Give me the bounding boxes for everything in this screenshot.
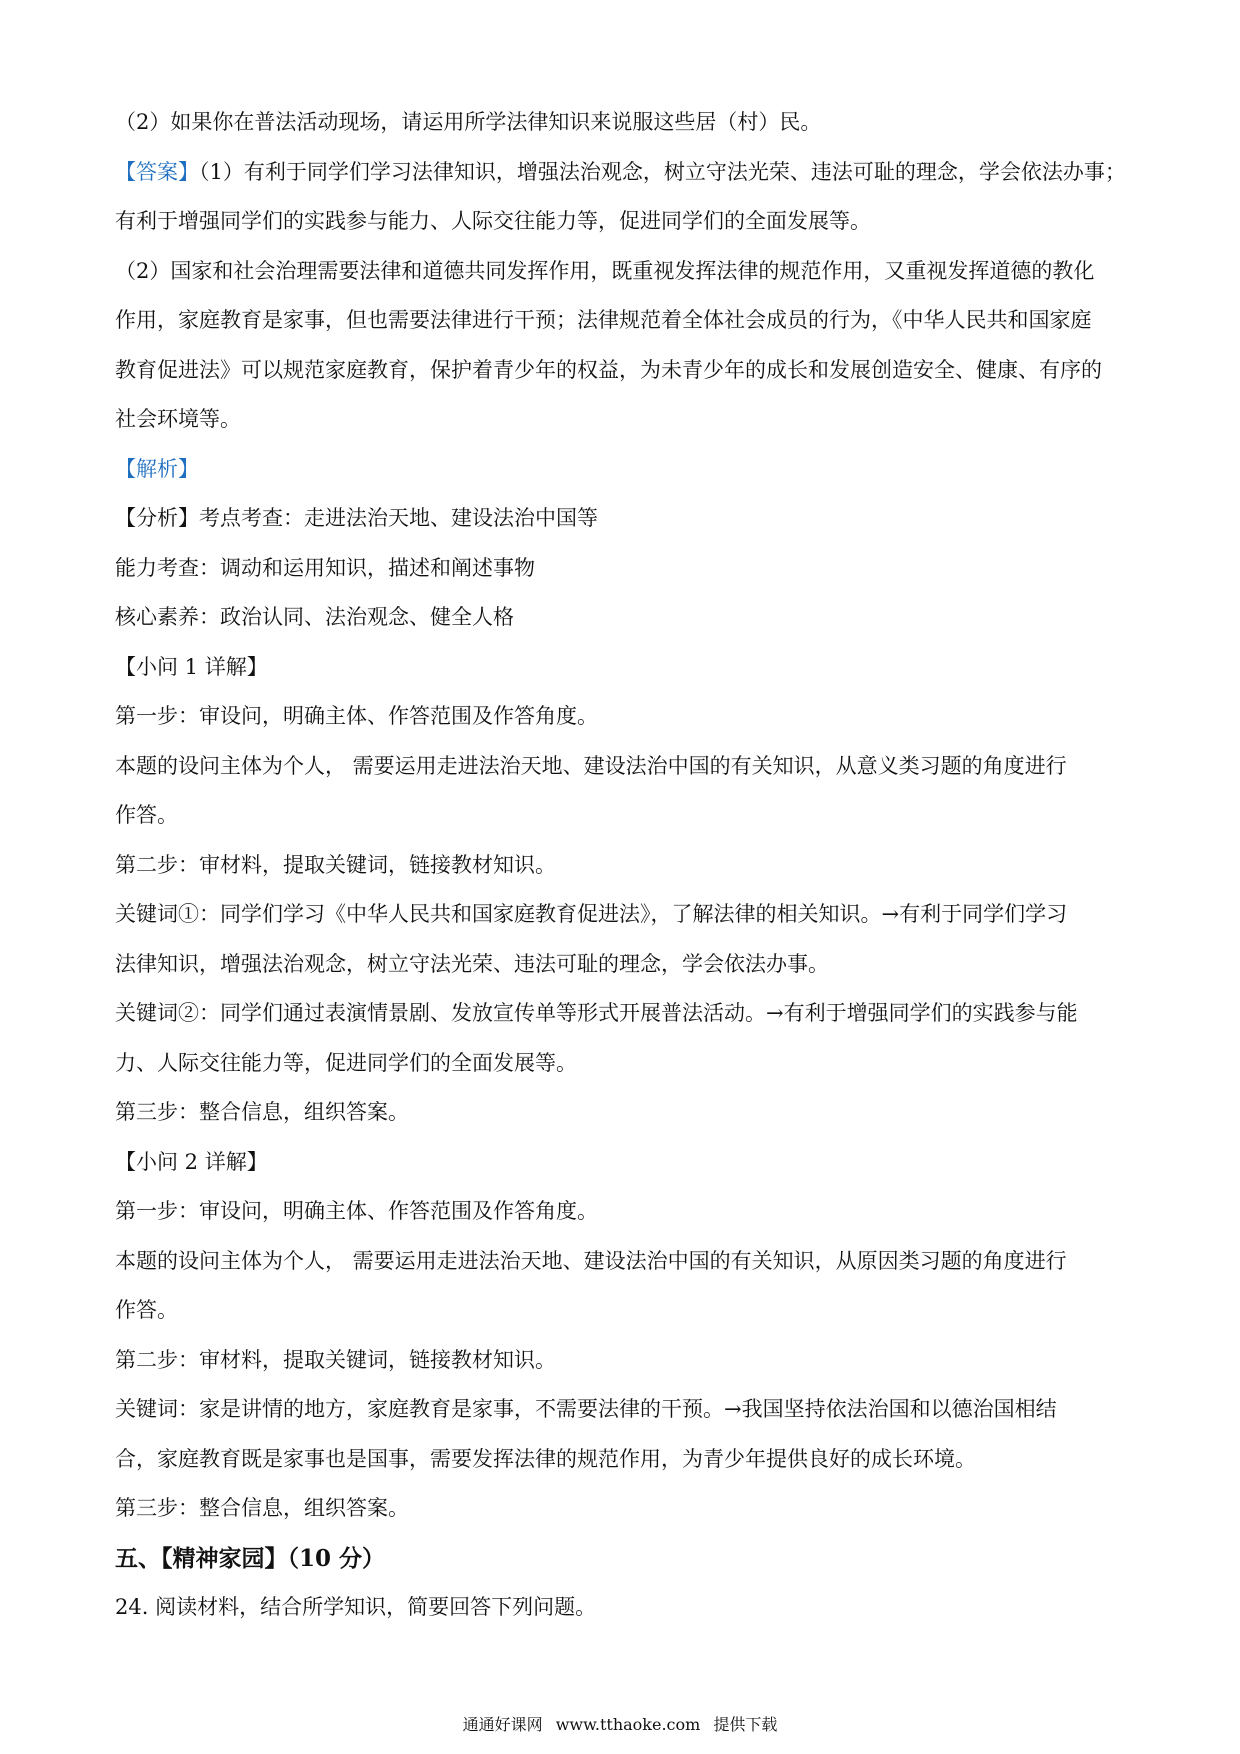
footer-site: 通通好课网 xyxy=(462,1715,543,1734)
text-line-9: 【分析】考点考查：走进法治天地、建设法治中国等 xyxy=(115,506,598,530)
answer-line: 【答案】（1）有利于同学们学习法律知识，增强法治观念，树立守法光荣、违法可耻的理念，学会依法办事； xyxy=(115,159,1126,184)
text-line-21: 第三步：整合信息，组织答案。 xyxy=(115,1100,409,1124)
text-line-15: 作答。 xyxy=(115,803,178,827)
text-line-17: 关键词①：同学们学习《中华人民共和国家庭教育促进法》，了解法律的相关知识。→有利于同学们学习 xyxy=(115,902,1068,926)
text-line-25: 作答。 xyxy=(115,1298,178,1322)
text-line-29: 第三步：整合信息，组织答案。 xyxy=(115,1496,409,1520)
footer-url[interactable]: www.tthaoke.com xyxy=(555,1715,701,1734)
section-heading: 五、【精神家园】（10 分） xyxy=(115,1544,386,1572)
text-line-1: （2）如果你在普法活动现场，请运用所学法律知识来说服这些居（村）民。 xyxy=(115,110,822,134)
text-line-20: 力、人际交往能力等，促进同学们的全面发展等。 xyxy=(115,1050,577,1075)
text-line-10: 能力考查：调动和运用知识，描述和阐述事物 xyxy=(115,555,535,580)
answer-tag: 【答案】 xyxy=(115,159,199,184)
text-line-7: 社会环境等。 xyxy=(115,407,241,431)
text-line-4: （2）国家和社会治理需要法律和道德共同发挥作用，既重视发挥法律的规范作用，又重视发挥道德的教化 xyxy=(115,258,1095,283)
text-line-26: 第二步：审材料，提取关键词，链接教材知识。 xyxy=(115,1347,556,1372)
text-line-28: 合，家庭教育既是家事也是国事，需要发挥法律的规范作用，为青少年提供良好的成长环境。 xyxy=(115,1446,976,1471)
text-line-3: 有利于增强同学们的实践参与能力、人际交往能力等，促进同学们的全面发展等。 xyxy=(115,209,871,233)
footer-suffix: 提供下载 xyxy=(713,1715,778,1734)
text-line-11: 核心素养：政治认同、法治观念、健全人格 xyxy=(115,605,514,629)
page-footer xyxy=(0,1712,1240,1735)
question-line: 24. 阅读材料，结合所学知识，简要回答下列问题。 xyxy=(115,1595,597,1619)
document-body xyxy=(115,98,1135,1633)
text-line-19: 关键词②：同学们通过表演情景剧、发放宣传单等形式开展普法活动。→有利于增强同学们的实践参与能 xyxy=(115,1001,1078,1025)
text-line-24: 本题的设问主体为个人， 需要运用走进法治天地、建设法治中国的有关知识，从原因类习题的角度进行 xyxy=(115,1248,1067,1273)
analysis-tag: 【解析】 xyxy=(115,456,199,481)
text-line-23: 第一步：审设问，明确主体、作答范围及作答角度。 xyxy=(115,1199,598,1223)
text-line-16: 第二步：审材料，提取关键词，链接教材知识。 xyxy=(115,852,556,877)
text-line-5: 作用，家庭教育是家事，但也需要法律进行干预；法律规范着全体社会成员的行为，《中华人民共和国家庭 xyxy=(115,308,1092,332)
analysis-line xyxy=(115,445,1135,495)
text-line-18: 法律知识，增强法治观念，树立守法光荣、违法可耻的理念，学会依法办事。 xyxy=(115,951,829,976)
text-line-27: 关键词：家是讲情的地方，家庭教育是家事，不需要法律的干预。→我国坚持依法治国和以德治国相结 xyxy=(115,1397,1057,1421)
text-line-6: 教育促进法》可以规范家庭教育，保护着青少年的权益，为未青少年的成长和发展创造安全、健康、有序的 xyxy=(115,357,1102,382)
text-line-13: 第一步：审设问，明确主体、作答范围及作答角度。 xyxy=(115,704,598,728)
text-line-14: 本题的设问主体为个人， 需要运用走进法治天地、建设法治中国的有关知识，从意义类习题的角度进行 xyxy=(115,753,1067,778)
text-line-12: 【小问 1 详解】 xyxy=(115,654,268,679)
text-line-22: 【小问 2 详解】 xyxy=(115,1149,268,1174)
